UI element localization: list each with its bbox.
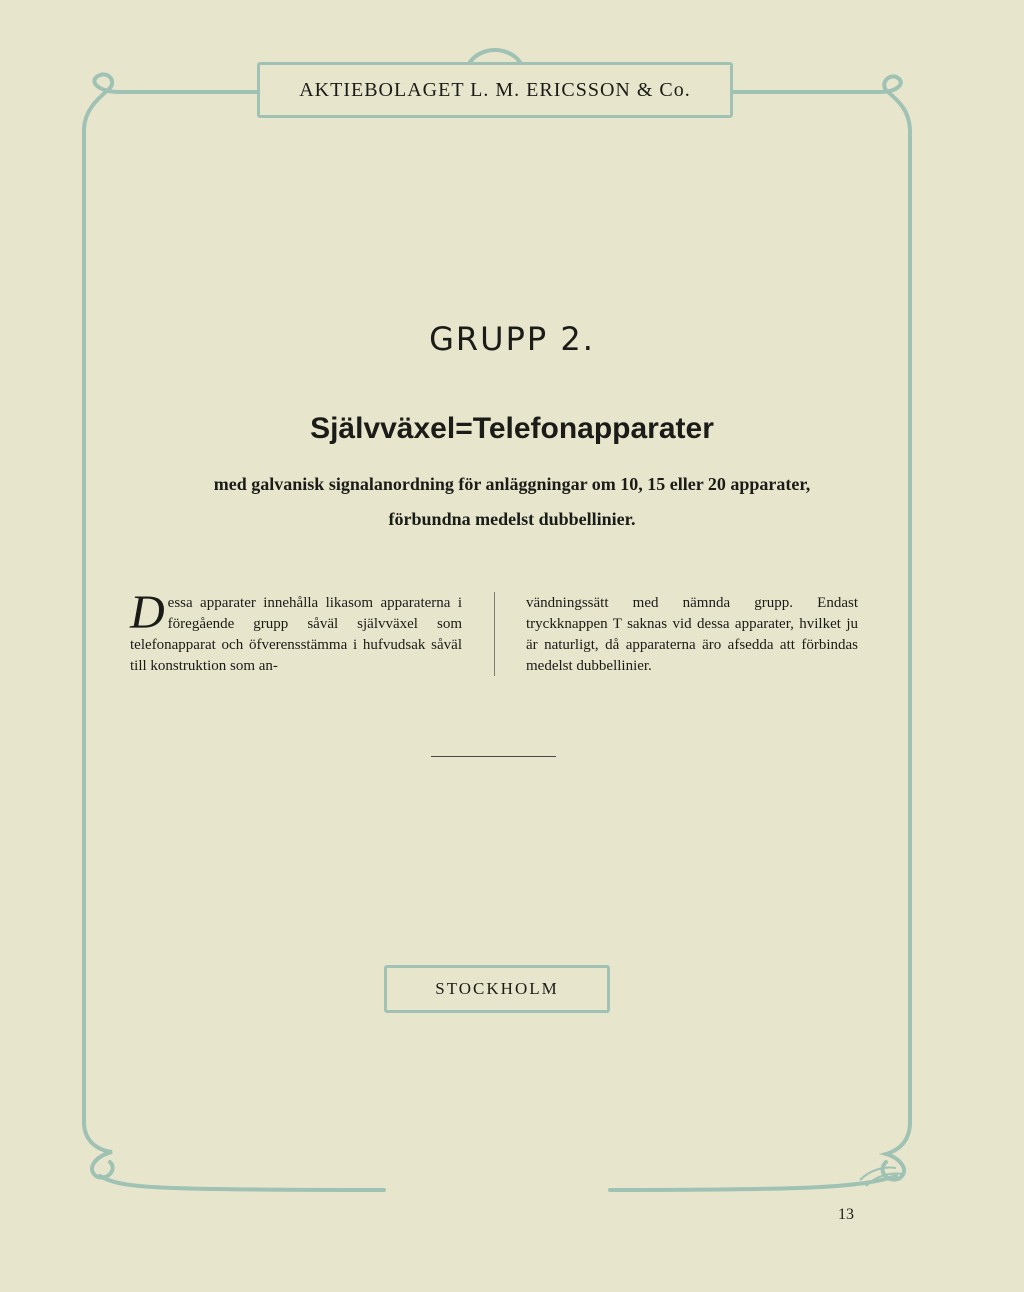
body-text-right: vändningssätt med nämnda grupp. Endast tryckknappen T saknas vid dessa apparater, hvilket ju är naturligt, då apparaterna äro afsedda att förbindas medelst dubbellinier. <box>526 595 858 674</box>
column-divider <box>494 592 495 676</box>
footer-city: STOCKHOLM <box>435 979 559 998</box>
body-column-left <box>130 586 462 677</box>
section-rule <box>431 756 556 757</box>
section-subtitle-line-2: förbundna medelst dubbellinier. <box>388 509 636 529</box>
body-text-left: essa apparater innehålla likasom apparaterna i föregående grupp såväl självväxel som telefonapparat och öfverensstämma i hufvudsak såväl till konstruktion som an- <box>130 595 462 674</box>
header-box <box>257 62 733 118</box>
body-column-right <box>526 593 858 677</box>
section-title: Självväxel=Telefonapparater <box>310 412 714 445</box>
company-name: AKTIEBOLAGET L. M. ERICSSON & Co. <box>299 78 691 101</box>
section-subtitle-line-1: med galvanisk signalanordning för anläggningar om 10, 15 eller 20 apparater, <box>213 474 811 494</box>
page-number: 13 <box>838 1206 854 1223</box>
drop-cap: D <box>130 586 165 639</box>
footer-box <box>384 965 610 1013</box>
group-title: GRUPP 2. <box>429 320 595 358</box>
